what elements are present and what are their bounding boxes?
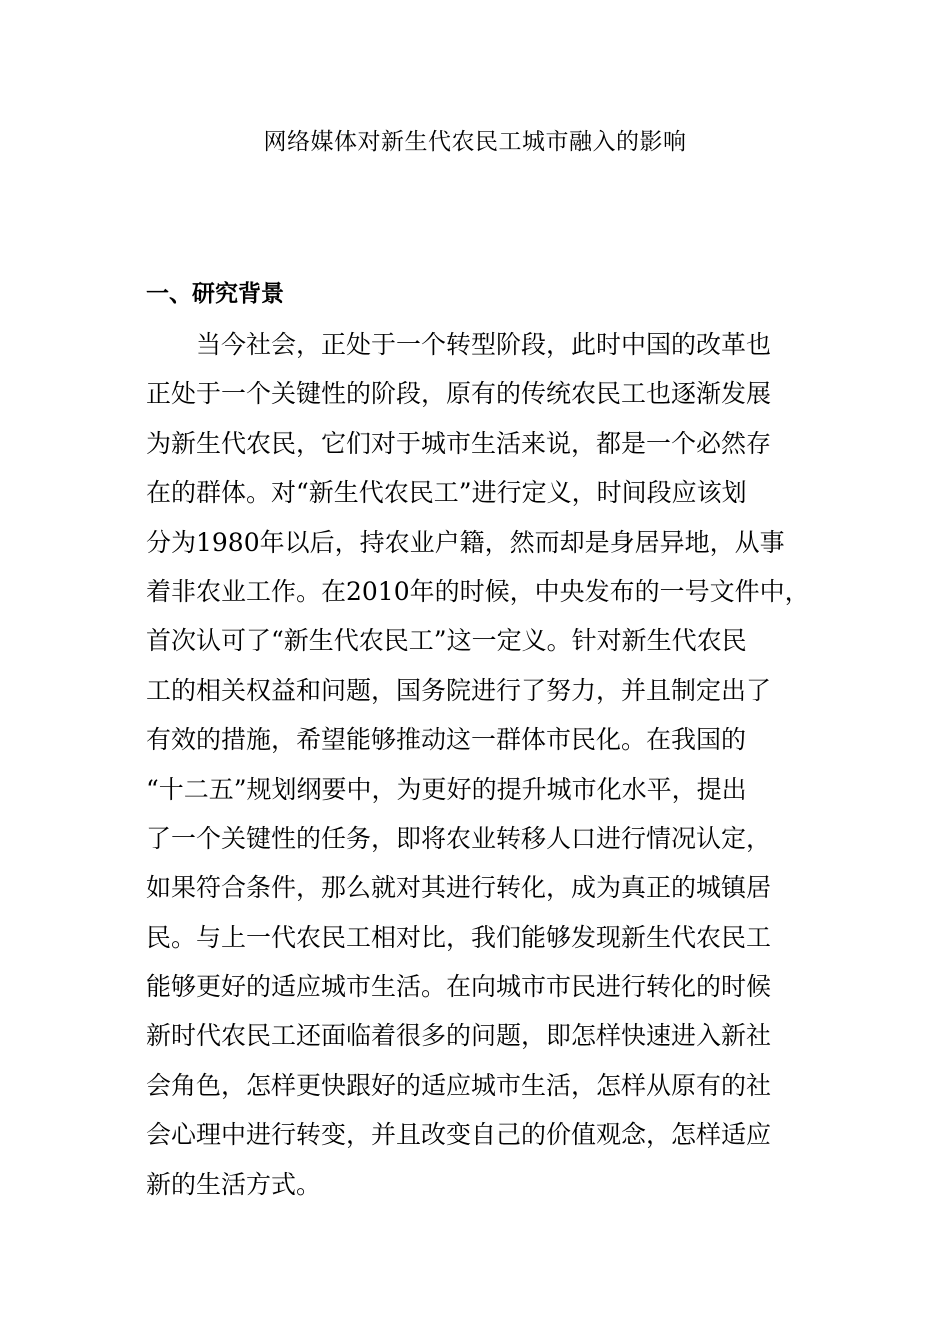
paragraph-line: 能够更好的适应城市生活。在向城市市民进行转化的时候: [146, 972, 772, 1002]
paragraph-line: 首次认可了“新生代农民工”这一定义。针对新生代农民: [146, 626, 747, 656]
paragraph-line: 有效的措施，希望能够推动这一群体市民化。在我国的: [146, 725, 747, 755]
paragraph-line: 分为1980年以后，持农业户籍，然而却是身居异地，从事: [146, 527, 785, 557]
paragraph-line: “十二五”规划纲要中，为更好的提升城市化水平，提出: [146, 774, 747, 804]
paragraph-line: 民。与上一代农民工相对比，我们能够发现新生代农民工: [146, 922, 772, 952]
paragraph-line: 了一个关键性的任务，即将农业转移人口进行情况认定，: [146, 823, 772, 853]
paragraph-line: 在的群体。对“新生代农民工”进行定义，时间段应该划: [146, 478, 747, 508]
paragraph-line: 新的生活方式。: [146, 1169, 322, 1199]
paragraph-line: 如果符合条件，那么就对其进行转化，成为真正的城镇居: [146, 873, 772, 903]
body-paragraph: [146, 320, 836, 1209]
section-heading: 一、研究背景: [146, 281, 284, 307]
paragraph-line: 新时代农民工还面临着很多的问题，即怎样快速进入新社: [146, 1021, 772, 1051]
paragraph-line: 工的相关权益和问题，国务院进行了努力，并且制定出了: [146, 675, 772, 705]
paragraph-line: 会心理中进行转变，并且改变自己的价值观念，怎样适应: [146, 1120, 772, 1150]
paragraph-line: 当今社会，正处于一个转型阶段，此时中国的改革也: [196, 330, 772, 359]
paragraph-line: 会角色，怎样更快跟好的适应城市生活，怎样从原有的社: [146, 1070, 772, 1100]
paragraph-line: 正处于一个关键性的阶段，原有的传统农民工也逐渐发展: [146, 379, 772, 409]
document-title: 网络媒体对新生代农民工城市融入的影响: [263, 129, 687, 155]
paragraph-line: 为新生代农民，它们对于城市生活来说，都是一个必然存: [146, 428, 772, 458]
paragraph-line: 着非农业工作。在2010年的时候，中央发布的一号文件中，: [146, 576, 810, 606]
